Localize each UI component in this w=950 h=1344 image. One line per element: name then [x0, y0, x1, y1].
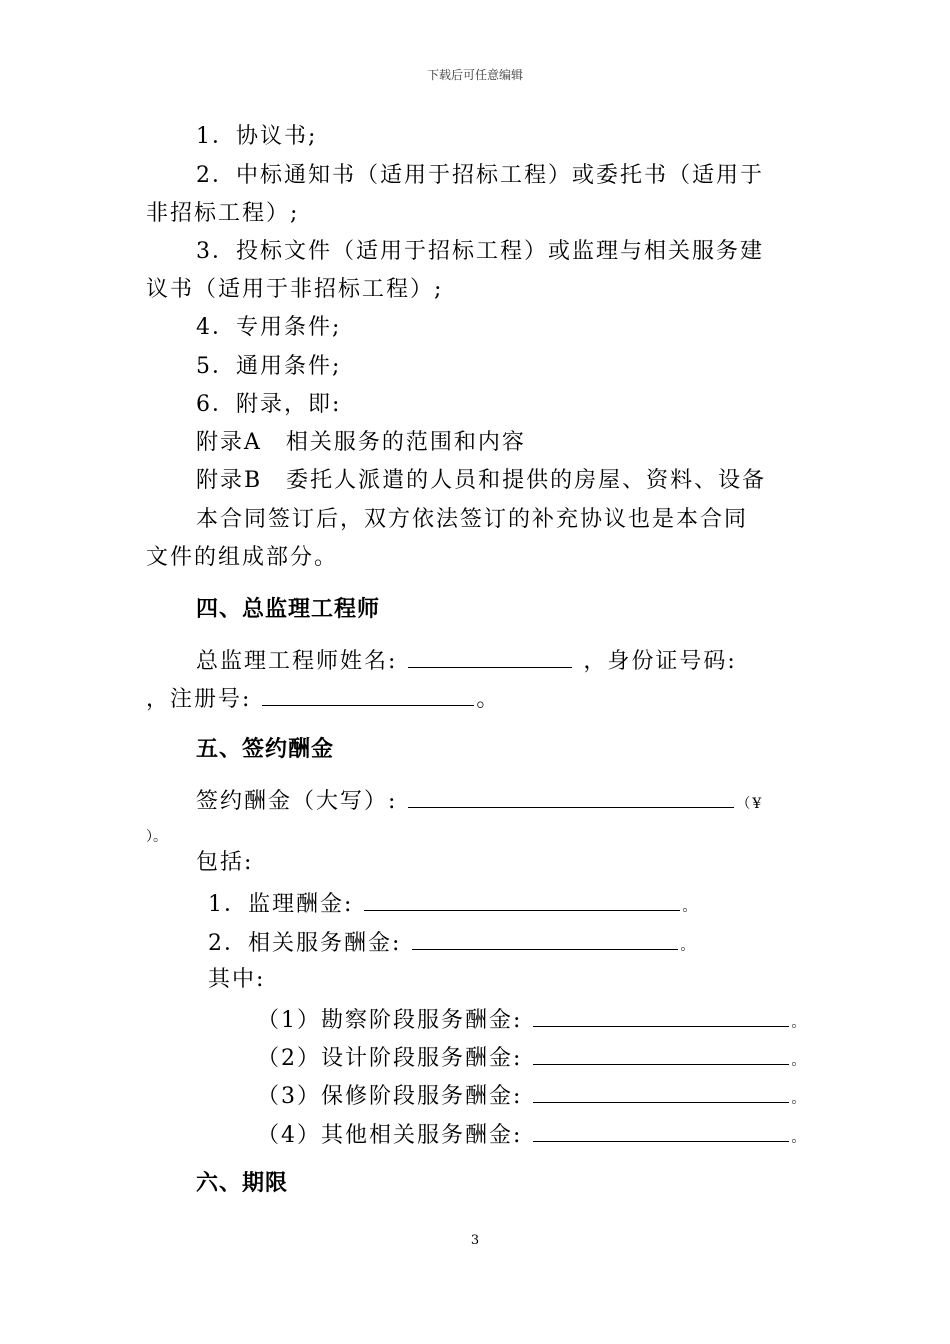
- design-fee-label: （2）设计阶段服务酬金:: [257, 1046, 523, 1071]
- section-6-heading: 六、期限: [196, 1170, 289, 1196]
- page-number: 3: [470, 1233, 480, 1248]
- total-fee-row: [196, 785, 763, 819]
- doc-item-2: 2．中标通知书（适用于招标工程）或委托书（适用于: [196, 163, 764, 188]
- total-fee-label: 签约酬金（大写）:: [196, 789, 398, 814]
- registration-field[interactable]: [262, 683, 474, 706]
- design-fee-field[interactable]: [533, 1042, 789, 1065]
- supervision-fee-row: [208, 888, 698, 922]
- other-service-fee-field[interactable]: [533, 1119, 789, 1142]
- yen-close: ）。: [146, 829, 167, 845]
- survey-fee-row: [257, 1004, 807, 1038]
- design-fee-row: [257, 1042, 807, 1076]
- doc-item-1: 1．协议书;: [196, 124, 318, 149]
- yen-open: （¥: [736, 796, 764, 812]
- other-service-fee-row: [257, 1119, 807, 1153]
- supervision-fee-end: 。: [682, 899, 699, 915]
- survey-fee-label: （1）勘察阶段服务酬金:: [257, 1008, 523, 1033]
- section-5-heading: 五、签约酬金: [196, 736, 335, 762]
- warranty-fee-end: 。: [791, 1091, 808, 1107]
- related-service-fee-row: [208, 927, 696, 961]
- registration-row: [146, 683, 500, 715]
- other-service-fee-label: （4）其他相关服务酬金:: [257, 1123, 523, 1148]
- appendix-a: 附录A 相关服务的范围和内容: [196, 430, 526, 455]
- registration-label: ，注册号:: [146, 687, 252, 712]
- doc-item-4: 4．专用条件;: [196, 315, 342, 340]
- doc-item-3: 3．投标文件（适用于招标工程）或监理与相关服务建: [196, 239, 764, 264]
- registration-end: 。: [476, 687, 501, 712]
- supplement-note-cont: 文件的组成部分。: [146, 545, 339, 570]
- related-service-fee-field[interactable]: [412, 927, 678, 950]
- among-label: 其中:: [208, 967, 266, 992]
- appendix-b: 附录B 委托人派遣的人员和提供的房屋、资料、设备: [196, 468, 767, 493]
- related-service-fee-label: 2．相关服务酬金:: [208, 931, 402, 956]
- warranty-fee-label: （3）保修阶段服务酬金:: [257, 1084, 523, 1109]
- warranty-fee-row: [257, 1080, 807, 1114]
- includes-label: 包括:: [196, 850, 254, 875]
- survey-fee-field[interactable]: [533, 1004, 789, 1027]
- design-fee-end: 。: [791, 1053, 808, 1069]
- chief-engineer-name-field[interactable]: [408, 645, 572, 668]
- related-service-fee-end: 。: [680, 938, 697, 954]
- doc-item-3-cont: 议书（适用于非招标工程）;: [146, 277, 444, 302]
- section-4-heading: 四、总监理工程师: [196, 596, 381, 622]
- total-fee-field[interactable]: [408, 785, 734, 808]
- other-service-fee-end: 。: [791, 1130, 808, 1146]
- supervision-fee-label: 1．监理酬金:: [208, 892, 354, 917]
- chief-engineer-name-label: 总监理工程师姓名:: [196, 649, 398, 674]
- doc-item-6: 6．附录，即:: [196, 392, 342, 417]
- supplement-note: 本合同签订后，双方依法签订的补充协议也是本合同: [196, 507, 749, 532]
- warranty-fee-field[interactable]: [533, 1080, 789, 1103]
- page-header: 下载后可任意编辑: [426, 68, 523, 82]
- survey-fee-end: 。: [791, 1015, 808, 1031]
- doc-item-2-cont: 非招标工程）;: [146, 201, 300, 226]
- chief-engineer-name-row: [196, 645, 737, 677]
- id-number-label: ，身份证号码:: [583, 649, 737, 674]
- supervision-fee-field[interactable]: [364, 888, 680, 911]
- doc-item-5: 5．通用条件;: [196, 354, 342, 379]
